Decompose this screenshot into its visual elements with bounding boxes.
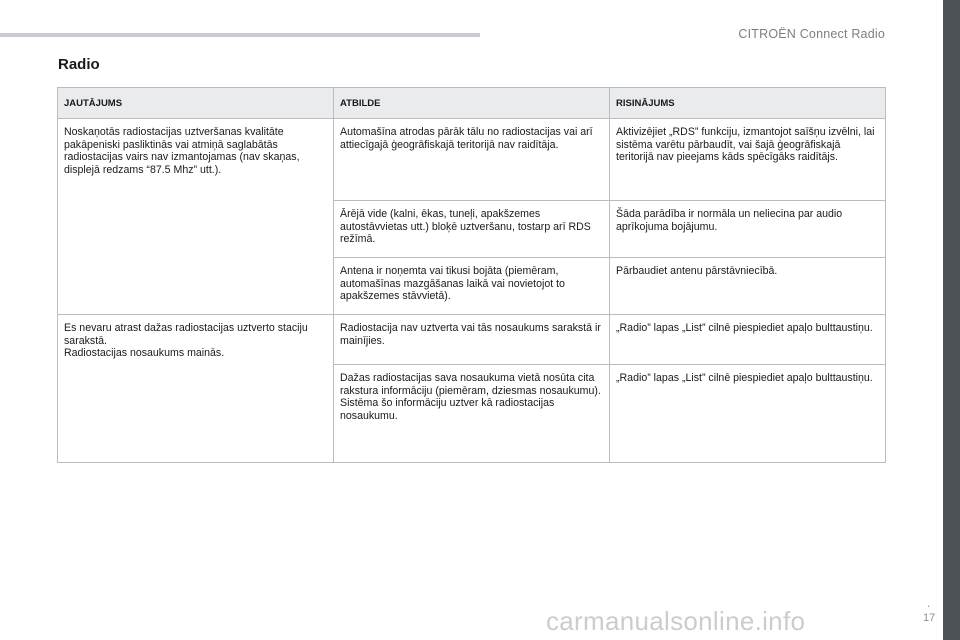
section-title: Radio (58, 56, 100, 73)
table-row (58, 315, 886, 365)
answer-cell: Antena ir noņemta vai tikusi bojāta (piemēram, automašīnas mazgāšanas laikā vai novietojot to apakšzemes stāvvietā). (334, 258, 610, 315)
solution-cell: Aktivizējiet „RDS” funkciju, izmantojot saīšņu izvēlni, lai sistēma varētu pārbaudīt, vai šajā ģeogrāfiskajā teritorijā nav pieejams kāds spēcīgāks raidītājs. (610, 119, 886, 201)
troubleshooting-table (57, 87, 886, 463)
side-strip (943, 0, 960, 640)
table-header-row (58, 88, 886, 119)
answer-cell: Ārējā vide (kalni, ēkas, tuneļi, apakšzemes autostāvvietas utt.) bloķē uztveršanu, tostarp arī RDS režīmā. (334, 201, 610, 258)
header-answer: ATBILDE (334, 88, 610, 119)
question-cell: Noskaņotās radiostacijas uztveršanas kvalitāte pakāpeniski pasliktinās vai atmiņā saglabātās radiostacijas vairs nav izmantojamas (nav skaņas, displejā redzams “87.5 Mhz” utt.). (58, 119, 334, 315)
header-question: JAUTĀJUMS (58, 88, 334, 119)
answer-cell: Radiostacija nav uztverta vai tās nosaukums sarakstā ir mainījies. (334, 315, 610, 365)
solution-cell: Pārbaudiet antenu pārstāvniecībā. (610, 258, 886, 315)
solution-cell: Šāda parādība ir normāla un neliecina par audio aprīkojuma bojājumu. (610, 201, 886, 258)
solution-cell: „Radio” lapas „List” cilnē piespiediet apaļo bulttaustiņu. (610, 365, 886, 463)
header-solution: RISINĀJUMS (610, 88, 886, 119)
header-rule (0, 33, 480, 37)
page-number: 17 (923, 612, 936, 624)
table-row (58, 119, 886, 201)
question-cell: Es nevaru atrast dažas radiostacijas uztverto staciju sarakstā. Radiostacijas nosaukums mainās. (58, 315, 334, 463)
page-dot: . (927, 596, 931, 610)
solution-cell: „Radio” lapas „List” cilnē piespiediet apaļo bulttaustiņu. (610, 315, 886, 365)
document-header-title: CITROËN Connect Radio (738, 27, 885, 41)
answer-cell: Automašīna atrodas pārāk tālu no radiostacijas vai arī attiecīgajā ģeogrāfiskajā teritorijā nav raidītāja. (334, 119, 610, 201)
answer-cell: Dažas radiostacijas sava nosaukuma vietā nosūta cita rakstura informāciju (piemēram, dziesmas nosaukumu). Sistēma šo informāciju uztver kā radiostacijas nosaukumu. (334, 365, 610, 463)
watermark: carmanualsonline.info (546, 606, 806, 636)
